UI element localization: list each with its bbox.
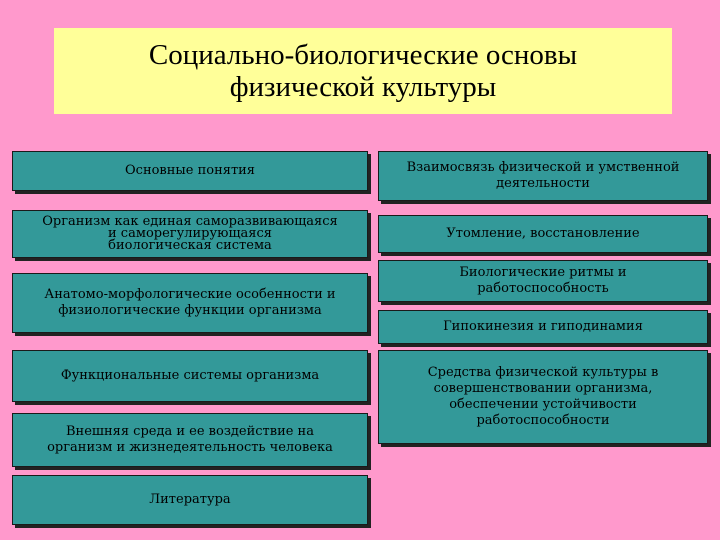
link-anatomy-physiology-label: Анатомо-морфологические особенности и физиологические функции организма: [44, 287, 336, 318]
link-hypokinesia[interactable]: [378, 310, 708, 344]
link-physical-mental-label: Взаимосвязь физической и умственной деятельности: [406, 160, 680, 191]
link-biorhythms[interactable]: [378, 260, 708, 302]
link-physical-culture-means[interactable]: [378, 350, 708, 444]
link-basic-concepts[interactable]: [12, 151, 368, 191]
link-literature-label: Литература: [149, 492, 231, 507]
link-organism-system[interactable]: [12, 210, 368, 258]
link-hypokinesia-label: Гипокинезия и гиподинамия: [443, 319, 643, 334]
link-physical-mental[interactable]: [378, 151, 708, 201]
link-literature[interactable]: [12, 475, 368, 525]
link-physical-culture-means-label: Средства физической культуры в совершенствовании организма, обеспечении устойчивости работоспособности: [427, 365, 659, 428]
link-biorhythms-label: Биологические ритмы и работоспособность: [459, 265, 627, 296]
link-anatomy-physiology[interactable]: [12, 273, 368, 333]
link-basic-concepts-label: Основные понятия: [125, 163, 255, 178]
page-title: Социально-биологические основы физической культуры: [148, 39, 578, 103]
link-fatigue-recovery[interactable]: [378, 215, 708, 253]
link-environment-label: Внешняя среда и ее воздействие на организм и жизнедеятельность человека: [47, 424, 333, 455]
link-functional-systems-label: Функциональные системы организма: [60, 368, 320, 383]
link-functional-systems[interactable]: [12, 350, 368, 402]
link-fatigue-recovery-label: Утомление, восстановление: [446, 226, 640, 241]
link-environment[interactable]: [12, 413, 368, 467]
title-banner: [54, 28, 672, 114]
link-organism-system-label: Организм как единая саморазвивающаяся и саморегулирующаяся биологическая система: [42, 214, 338, 253]
